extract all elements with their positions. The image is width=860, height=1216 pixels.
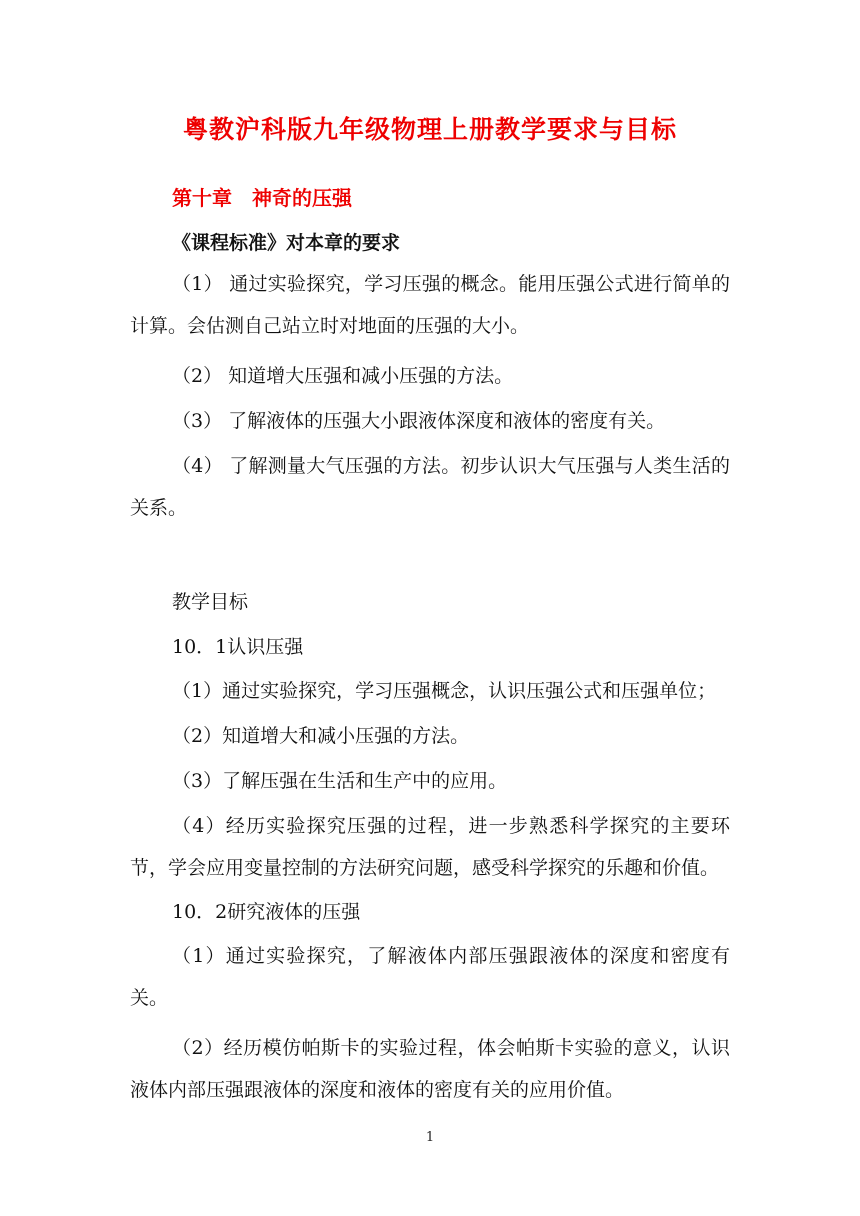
page-number: 1 [425,1130,435,1145]
section-1-item: （4）经历实验探究压强的过程，进一步熟悉科学探究的主要环节，学会应用变量控制的方法研究问题，感受科学探究的乐趣和价值。 [130,815,730,879]
standard-item-3: （3） 了解液体的压强大小跟液体深度和液体的密度有关。 [172,410,666,432]
section-title: 10．1认识压强 [172,636,304,658]
standard-item-4: （4） 了解测量大气压强的方法。初步认识大气压强与人类生活的关系。 [130,455,730,519]
section-1-item: （1）通过实验探究，学习压强概念，认识压强公式和压强单位； [172,680,717,702]
section-title: 10．2研究液体的压强 [172,901,361,923]
standard-heading: 《课程标准》对本章的要求 [172,232,401,254]
standard-item-2: （2） 知道增大压强和减小压强的方法。 [172,365,514,387]
section-2-item: （1）通过实验探究，了解液体内部压强跟液体的深度和密度有关。 [130,945,730,1009]
standard-item-1: （1） 通过实验探究，学习压强的概念。能用压强公式进行简单的计算。会估测自己站立时对地面的压强的大小。 [130,273,730,337]
section-1-item: （3）了解压强在生活和生产中的应用。 [172,770,508,792]
chapter-heading: 第十章 神奇的压强 [172,186,352,210]
goals-heading: 教学目标 [172,591,249,613]
section-2-item: （2）经历模仿帕斯卡的实验过程，体会帕斯卡实验的意义，认识液体内部压强跟液体的深度和液体的密度有关的应用价值。 [130,1037,730,1101]
document-title: 粤教沪科版九年级物理上册教学要求与目标 [182,115,677,144]
section-1-item: （2）知道增大和减小压强的方法。 [172,725,470,747]
